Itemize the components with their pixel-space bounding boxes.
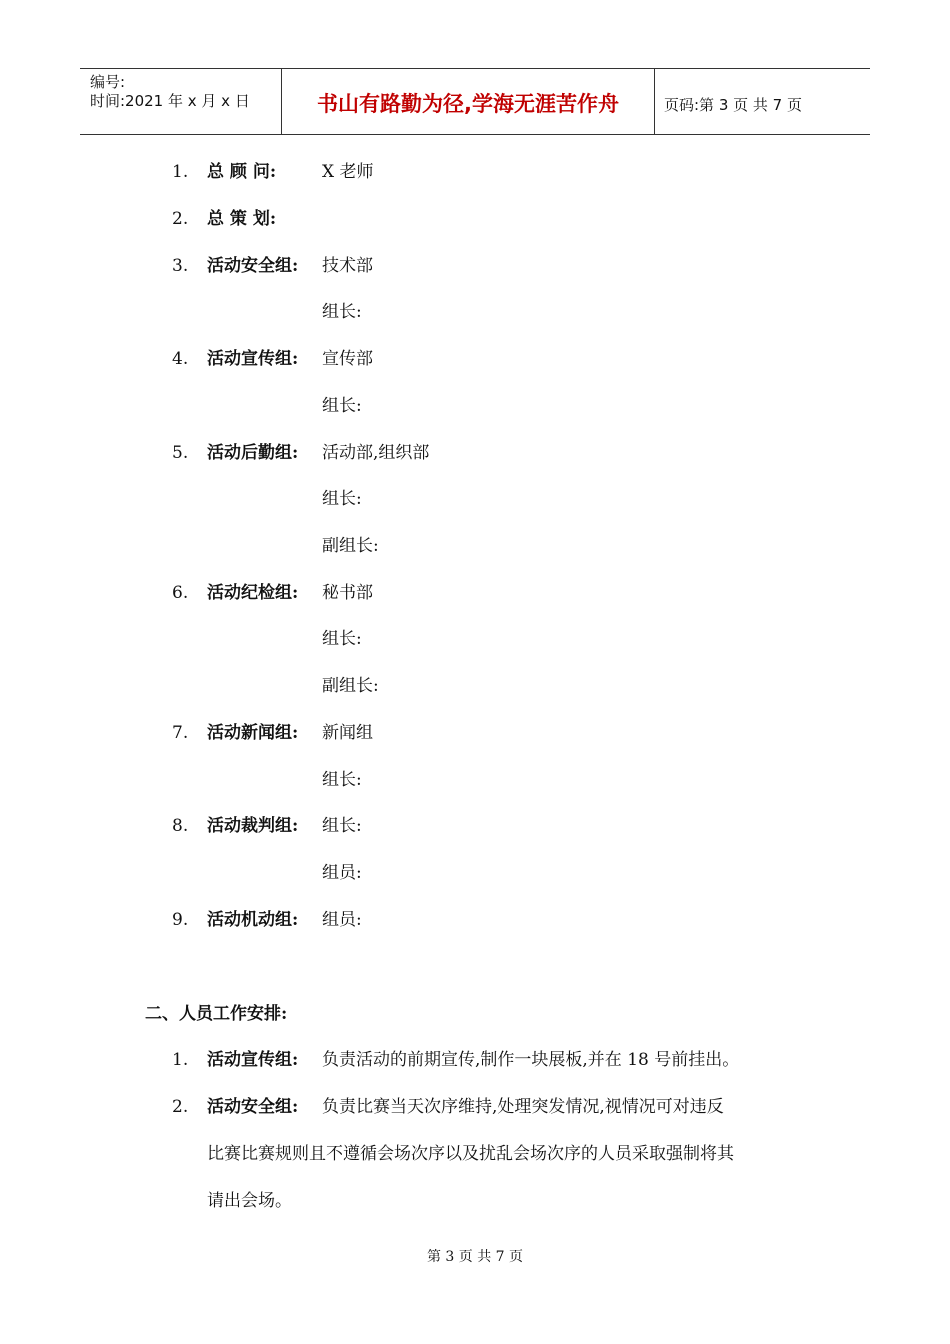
header-top-rule — [80, 68, 870, 69]
work-item-number: 2. — [172, 1097, 189, 1117]
org-item-subrole: 组长: — [322, 489, 362, 509]
org-item-label: 活动安全组: — [207, 256, 299, 276]
org-item-subrole: 组长: — [322, 770, 362, 790]
org-item-value: 组长: — [322, 816, 362, 836]
org-item-label: 总 顾 问: — [207, 162, 277, 182]
org-item-value: 新闻组 — [322, 723, 373, 743]
org-item-subrole: 组长: — [322, 629, 362, 649]
org-item-label: 活动新闻组: — [207, 723, 299, 743]
page-footer: 第 3 页 共 7 页 — [426, 1249, 524, 1265]
org-item-number: 6. — [172, 583, 189, 603]
org-item-value: X 老师 — [322, 162, 374, 182]
org-item-value: 活动部,组织部 — [322, 443, 430, 463]
org-item-subrole: 副组长: — [322, 536, 379, 556]
work-item-text: 负责活动的前期宣传,制作一块展板,并在 18 号前挂出。 — [322, 1050, 740, 1070]
org-item-subrole: 副组长: — [322, 676, 379, 696]
org-item-number: 9. — [172, 910, 189, 930]
org-item-number: 4. — [172, 349, 189, 369]
org-item-label: 活动裁判组: — [207, 816, 299, 836]
header-motto: 书山有路勤为径,学海无涯苦作舟 — [317, 92, 619, 116]
org-item-value: 组员: — [322, 910, 362, 930]
header-page: 页码:第 3 页 共 7 页 — [664, 96, 802, 114]
header-time: 时间:2021 年 x 月 x 日 — [90, 92, 250, 110]
org-item-label: 总 策 划: — [207, 209, 277, 229]
section2-heading: 二、人员工作安排: — [145, 1004, 288, 1024]
org-item-label: 活动后勤组: — [207, 443, 299, 463]
work-item-label: 活动安全组: — [207, 1097, 299, 1117]
org-item-number: 7. — [172, 723, 189, 743]
org-item-value: 技术部 — [322, 256, 373, 276]
header-bottom-rule — [80, 134, 870, 135]
org-item-subrole: 组长: — [322, 396, 362, 416]
org-item-number: 2. — [172, 209, 189, 229]
org-item-label: 活动机动组: — [207, 910, 299, 930]
work-item-text: 负责比赛当天次序维持,处理突发情况,视情况可对违反 — [322, 1097, 724, 1117]
org-item-label: 活动宣传组: — [207, 349, 299, 369]
header-divider-right — [654, 68, 655, 135]
org-item-number: 5. — [172, 443, 189, 463]
org-item-subrole: 组长: — [322, 302, 362, 322]
work-item-continuation: 比赛比赛规则且不遵循会场次序以及扰乱会场次序的人员采取强制将其 — [207, 1144, 734, 1164]
header-number: 编号: — [90, 73, 126, 91]
org-item-value: 宣传部 — [322, 349, 373, 369]
work-item-label: 活动宣传组: — [207, 1050, 299, 1070]
org-item-label: 活动纪检组: — [207, 583, 299, 603]
work-item-number: 1. — [172, 1050, 189, 1070]
work-item-continuation: 请出会场。 — [207, 1191, 292, 1211]
org-item-value: 秘书部 — [322, 583, 373, 603]
org-item-number: 1. — [172, 162, 189, 182]
org-item-number: 8. — [172, 816, 189, 836]
org-item-subrole: 组员: — [322, 863, 362, 883]
org-item-number: 3. — [172, 256, 189, 276]
